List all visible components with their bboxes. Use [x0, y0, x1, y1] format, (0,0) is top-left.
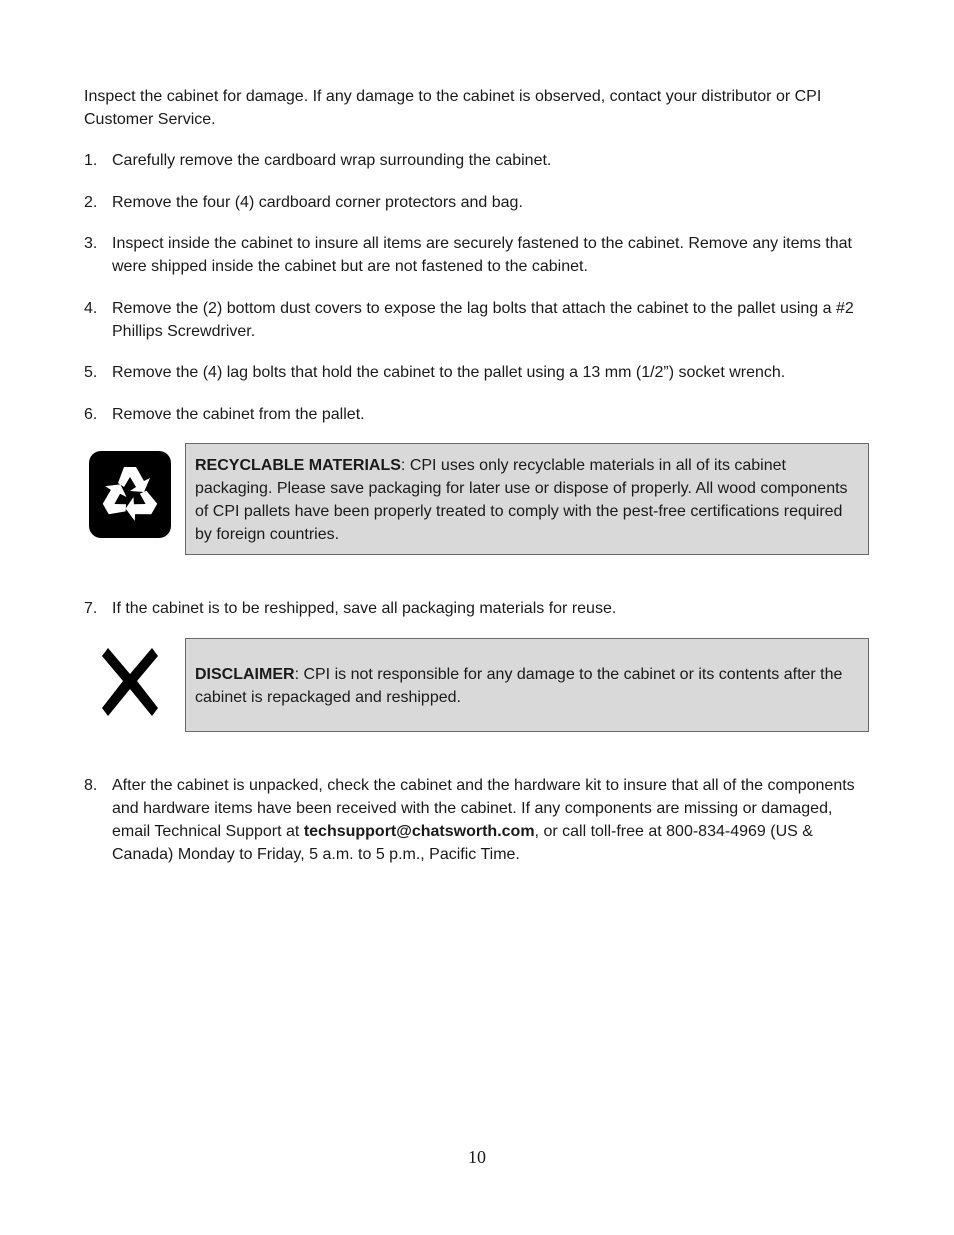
step-text: Remove the cabinet from the pallet. [112, 406, 365, 423]
step-text: Inspect inside the cabinet to insure all items are securely fastened to the cabinet. Remove any items that were shipped inside the cabinet but are not fastened to the cabinet. [112, 235, 852, 275]
list-item [84, 191, 874, 214]
note-text: : CPI uses only recyclable materials in all of its cabinet packaging. Please save packaging for later use or dispose of properly. All wood components of CPI pallets have been properly treated to comply with the pest-free certifications required by foreign countries. [195, 457, 848, 543]
support-email-link[interactable]: techsupport@chatsworth.com [303, 823, 535, 840]
note-label: DISCLAIMER [195, 666, 295, 683]
list-item [84, 232, 874, 278]
note-text: : CPI is not responsible for any damage to the cabinet or its contents after the cabinet is repackaged and reshipped. [195, 666, 843, 706]
step-text: Remove the (4) lag bolts that hold the cabinet to the pallet using a 13 mm (1/2”) socket wrench. [112, 364, 786, 381]
step-number: 3. [84, 235, 98, 252]
list-item [84, 149, 874, 172]
step-number: 8. [84, 777, 98, 794]
x-mark-icon [100, 644, 160, 725]
step-number: 1. [84, 152, 98, 169]
note-label: RECYCLABLE MATERIALS [195, 457, 401, 474]
step-text: Carefully remove the cardboard wrap surrounding the cabinet. [112, 152, 552, 169]
step-text: If the cabinet is to be reshipped, save all packaging materials for reuse. [112, 600, 617, 617]
step-number: 7. [84, 600, 98, 617]
page-number: 10 [468, 1147, 486, 1167]
disclaimer-note [185, 638, 869, 732]
step-number: 5. [84, 364, 98, 381]
recycle-icon [88, 450, 172, 546]
step-text-before: After the cabinet is unpacked, check the cabinet and the hardware kit to insure that all of the components and hardware items have been received with the cabinet. If any components are missing or damaged, email Technical Support at [112, 777, 855, 840]
step-text [112, 774, 874, 866]
step-text: Remove the four (4) cardboard corner protectors and bag. [112, 194, 523, 211]
step-number: 4. [84, 300, 98, 317]
step-text-after: , or call toll-free at 800-834-4969 (US & Canada) Monday to Friday, 5 a.m. to 5 p.m., Pacific Time. [112, 823, 813, 863]
intro-paragraph: Inspect the cabinet for damage. If any damage to the cabinet is observed, contact your distributor or CPI Customer Service. [84, 88, 822, 128]
list-item [84, 774, 874, 866]
step-number: 6. [84, 406, 98, 423]
recyclable-materials-note [185, 443, 869, 555]
step-number: 2. [84, 194, 98, 211]
step-text: Remove the (2) bottom dust covers to expose the lag bolts that attach the cabinet to the pallet using a #2 Phillips Screwdriver. [112, 300, 854, 340]
list-item [84, 361, 874, 384]
list-item [84, 403, 874, 426]
list-item [84, 597, 874, 620]
list-item [84, 297, 874, 343]
